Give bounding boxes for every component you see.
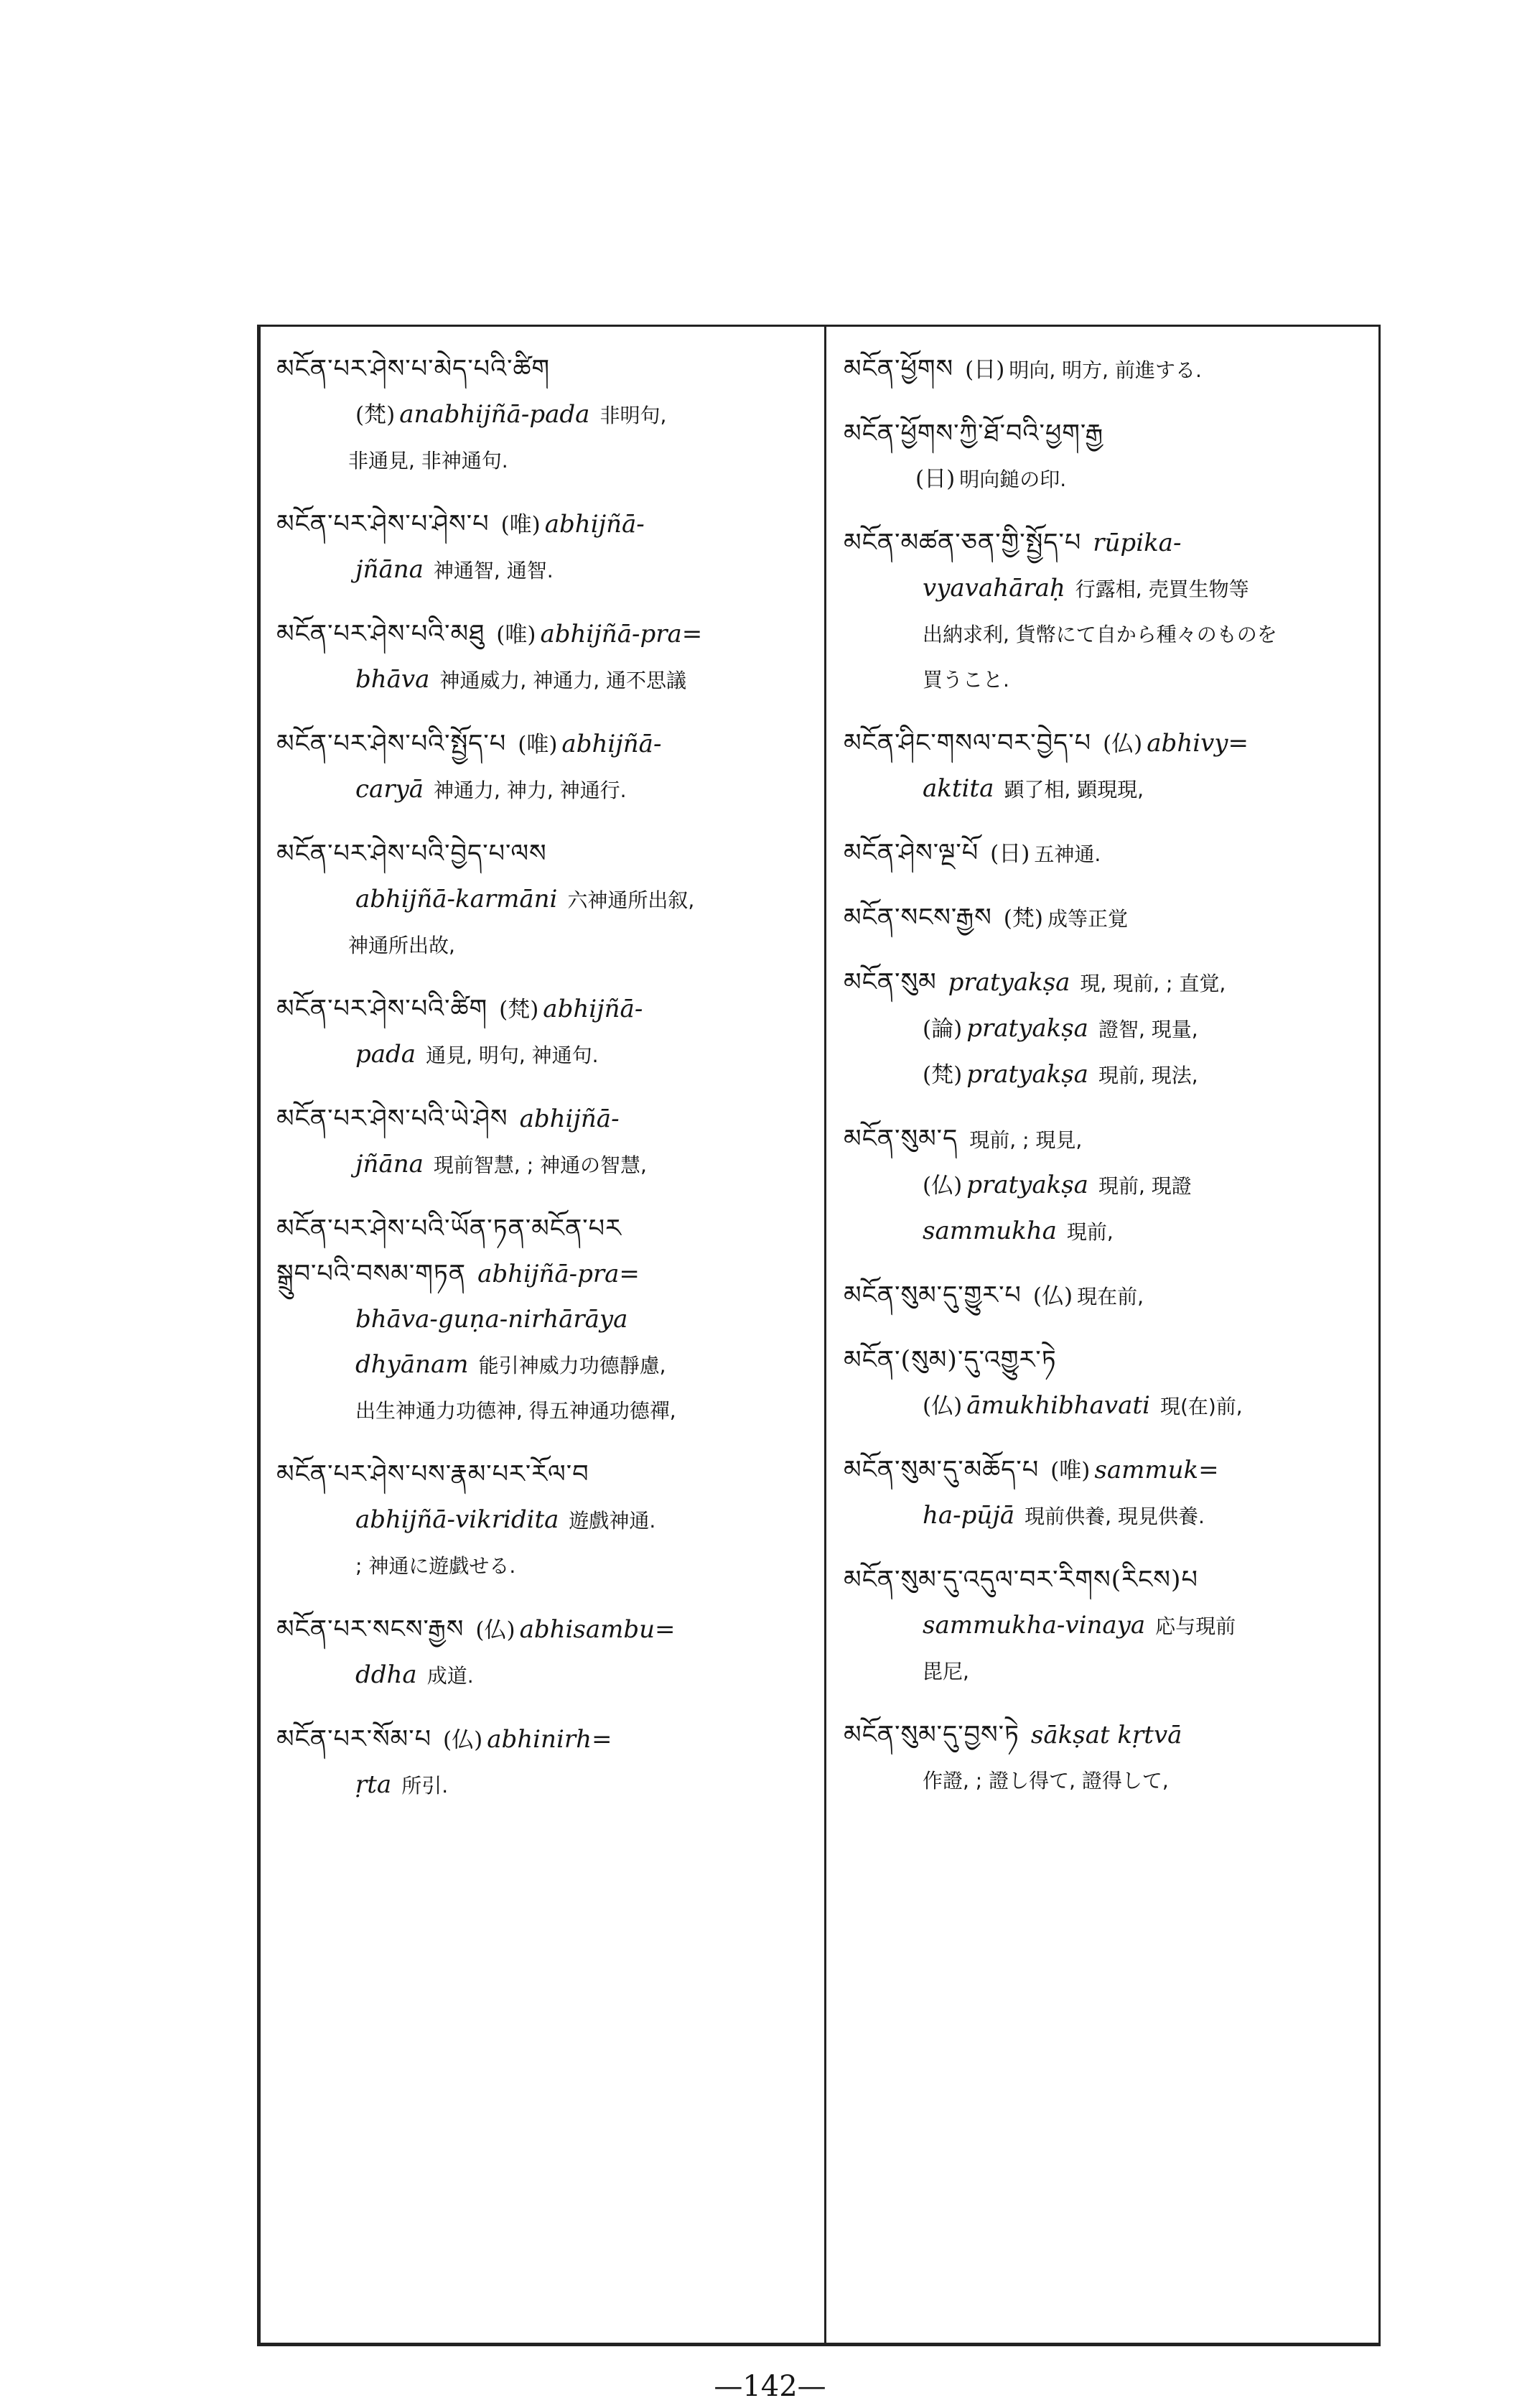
entry-line xyxy=(276,1607,808,1653)
dictionary-entry xyxy=(276,722,808,813)
source-tag: (日) xyxy=(965,357,1005,383)
sanskrit-term: ha-pūjā xyxy=(923,1501,1015,1530)
entry-line xyxy=(276,767,808,813)
source-tag: (仏) xyxy=(475,1617,515,1643)
entry-line xyxy=(276,987,808,1032)
entry-line xyxy=(844,1493,1375,1539)
left-column xyxy=(276,347,808,2328)
sanskrit-term: abhisambu= xyxy=(519,1615,676,1644)
entry-line xyxy=(844,1558,1375,1603)
dictionary-entry xyxy=(276,832,808,968)
sanskrit-term: jñāna xyxy=(355,555,424,584)
entry-line xyxy=(844,521,1375,566)
entry-line xyxy=(844,831,1375,877)
entry-line xyxy=(276,1032,808,1078)
source-tag: (論) xyxy=(923,1016,963,1042)
gloss-text: 六神通所出叙, xyxy=(567,888,695,912)
tibetan-headword: མངོན་ཤེས་ལྔ་པོ xyxy=(844,839,979,868)
sanskrit-term: abhinirh= xyxy=(487,1725,612,1754)
tibetan-headword: མངོན་སུམ xyxy=(844,968,937,997)
sanskrit-term: caryā xyxy=(355,775,424,804)
gloss-text: 成等正覚 xyxy=(1047,907,1128,931)
sanskrit-term: abhijñā- xyxy=(561,730,662,758)
sanskrit-term: abhijñā-pra= xyxy=(477,1260,640,1288)
entry-line xyxy=(844,721,1375,766)
entry-line xyxy=(276,1142,808,1188)
entry-line xyxy=(844,1117,1375,1163)
sanskrit-term: abhijñā-karmāni xyxy=(355,885,558,914)
entry-line xyxy=(844,1713,1375,1758)
gloss-text: 神通力, 神力, 神通行. xyxy=(434,778,627,802)
sanskrit-term: ṛta xyxy=(355,1770,392,1799)
entry-line xyxy=(276,923,808,968)
tibetan-headword: མངོན་པར་ཤེས་པའི་བྱེད་པ་ལས xyxy=(276,840,547,868)
dictionary-entry xyxy=(844,960,1375,1098)
entry-line xyxy=(276,1252,808,1297)
sanskrit-term: sammukha-vinaya xyxy=(923,1611,1146,1640)
tibetan-headword: མངོན་པར་སོམ་པ xyxy=(276,1725,432,1754)
sanskrit-term: sammukha xyxy=(923,1217,1057,1245)
source-tag: (梵) xyxy=(1003,906,1043,931)
sanskrit-term: abhivy= xyxy=(1147,729,1249,758)
tibetan-headword: མངོན་པར་ཤེས་པ་ཤེས་པ xyxy=(276,510,490,539)
gloss-text: 現前智慧, ; 神通の智慧, xyxy=(433,1153,647,1177)
dictionary-entry xyxy=(844,1448,1375,1539)
right-column xyxy=(844,347,1375,2328)
gloss-text: 現前, 現證 xyxy=(1098,1174,1192,1198)
entry-line xyxy=(844,1448,1375,1493)
sanskrit-term: āmukhibhavati xyxy=(966,1391,1150,1420)
tibetan-headword: མངོན་མཚན་ཅན་གྱི་སྤྱོད་པ xyxy=(844,529,1082,557)
source-tag: (仏) xyxy=(1032,1283,1073,1309)
source-tag: (仏) xyxy=(923,1173,963,1199)
sanskrit-term: abhijñā- xyxy=(543,995,643,1023)
entry-line xyxy=(844,960,1375,1006)
source-tag: (梵) xyxy=(355,402,396,428)
entry-line xyxy=(844,1163,1375,1209)
tibetan-headword: མངོན་ཕྱོགས xyxy=(844,355,954,384)
dictionary-entry xyxy=(844,1273,1375,1319)
gloss-text: 非通見, 非神通句. xyxy=(348,449,508,473)
page-number: —142— xyxy=(714,2370,826,2403)
entry-line xyxy=(276,1653,808,1698)
dictionary-entry xyxy=(844,1713,1375,1803)
tibetan-headword: མངོན་སངས་རྒྱས xyxy=(844,903,992,932)
entry-line xyxy=(844,657,1375,702)
gloss-text: 現, 現前, ; 直覚, xyxy=(1080,972,1226,995)
tibetan-headword: མངོན་སུམ་དུ་འདུལ་བར་རིགས(རིངས)པ xyxy=(844,1566,1198,1594)
dictionary-entry xyxy=(276,1717,808,1808)
gloss-text: 出納求利, 貨幣にて自から種々のものを xyxy=(923,623,1277,646)
entry-line xyxy=(844,566,1375,612)
entry-line xyxy=(844,1273,1375,1319)
dictionary-entry xyxy=(276,1452,808,1589)
entry-line xyxy=(276,1452,808,1497)
entry-line xyxy=(276,547,808,593)
entry-line xyxy=(276,392,808,438)
dictionary-entry xyxy=(844,896,1375,942)
gloss-text: 現前供養, 現見供養. xyxy=(1025,1505,1205,1528)
gloss-text: 応与現前 xyxy=(1155,1614,1236,1638)
entry-line xyxy=(844,457,1375,502)
entry-line xyxy=(276,1297,808,1342)
entry-line xyxy=(844,412,1375,457)
dictionary-entry xyxy=(276,1607,808,1698)
sanskrit-term: rūpika- xyxy=(1093,529,1182,557)
sanskrit-term: dhyānam xyxy=(355,1350,469,1379)
dictionary-entry xyxy=(276,1207,808,1433)
dictionary-entry xyxy=(844,721,1375,812)
tibetan-headword: མངོན་སུམ་དུ་མཆོད་པ xyxy=(844,1456,1040,1484)
entry-line xyxy=(276,832,808,877)
dictionary-entry xyxy=(844,412,1375,502)
entry-line xyxy=(844,1006,1375,1052)
entry-line xyxy=(276,877,808,923)
column-divider xyxy=(824,327,826,2343)
entry-line xyxy=(276,1762,808,1808)
tibetan-headword: མངོན་སུམ་དུ་གྱུར་པ xyxy=(844,1281,1022,1310)
tibetan-headword: མངོན་པར་ཤེས་པའི་ཡོན་ཏན་མངོན་པར xyxy=(276,1214,622,1243)
sanskrit-term: ddha xyxy=(355,1660,417,1689)
entry-line xyxy=(844,1603,1375,1649)
tibetan-headword: སྒྲུབ་པའི་བསམ་གཏན xyxy=(276,1260,467,1288)
entry-line xyxy=(276,1497,808,1543)
tibetan-headword: མངོན་པར་ཤེས་པའི་སྤྱོད་པ xyxy=(276,730,507,758)
tibetan-headword: མངོན་པར་ཤེས་པའི་ཚིག xyxy=(276,995,488,1023)
source-tag: (日) xyxy=(915,466,956,492)
gloss-text: 遊戲神通. xyxy=(569,1509,656,1533)
dictionary-entry xyxy=(844,347,1375,393)
sanskrit-term: abhijñā- xyxy=(519,1105,620,1133)
entry-line xyxy=(844,612,1375,657)
entry-line xyxy=(276,1717,808,1762)
gloss-text: 五神通. xyxy=(1034,842,1101,866)
gloss-text: 神通威力, 神通力, 通不思議 xyxy=(439,669,687,692)
tibetan-headword: མངོན་པར་སངས་རྒྱས xyxy=(276,1615,465,1644)
gloss-text: 證智, 現量, xyxy=(1098,1018,1198,1041)
entry-line xyxy=(844,1649,1375,1694)
source-tag: (唯) xyxy=(500,512,541,538)
tibetan-headword: མངོན་ཕྱོགས་ཀྱི་ཐོ་བའི་ཕྱག་རྒྱ xyxy=(844,419,1104,448)
sanskrit-term: sākṣat kṛtvā xyxy=(1030,1721,1182,1749)
entry-line xyxy=(276,1097,808,1142)
tibetan-headword: མངོན་པར་ཤེས་པ་མེད་པའི་ཚིག xyxy=(276,355,551,384)
entry-line xyxy=(844,1758,1375,1803)
gloss-text: 顕了相, 顕現現, xyxy=(1004,778,1144,801)
source-tag: (梵) xyxy=(923,1062,963,1088)
sanskrit-term: pratyakṣa xyxy=(966,1060,1088,1089)
dictionary-entry xyxy=(844,521,1375,702)
gloss-text: 作證, ; 證し得て, 證得して, xyxy=(923,1769,1169,1793)
source-tag: (仏) xyxy=(923,1393,963,1419)
gloss-text: 明向, 明方, 前進する. xyxy=(1009,358,1202,382)
entry-line xyxy=(276,1342,808,1388)
gloss-text: 現在前, xyxy=(1077,1285,1144,1309)
entry-line xyxy=(844,1052,1375,1098)
entry-line xyxy=(844,766,1375,812)
tibetan-headword: མངོན་སུམ་ད xyxy=(844,1125,958,1153)
sanskrit-term: vyavahāraḥ xyxy=(923,574,1065,603)
gloss-text: 成道. xyxy=(426,1664,474,1688)
gloss-text: 現前, xyxy=(1066,1220,1114,1244)
dictionary-entry xyxy=(276,502,808,593)
entry-line xyxy=(276,612,808,657)
sanskrit-term: pratyakṣa xyxy=(948,968,1070,997)
gloss-text: ; 神通に遊戯せる. xyxy=(355,1554,516,1578)
tibetan-headword: མངོན་སུམ་དུ་བྱས་ཏེ xyxy=(844,1721,1019,1749)
source-tag: (日) xyxy=(990,841,1030,867)
gloss-text: 所引. xyxy=(401,1774,449,1798)
tibetan-headword: མངོན་པར་ཤེས་པའི་ཡེ་ཤེས xyxy=(276,1105,508,1133)
entry-line xyxy=(844,1209,1375,1255)
gloss-text: 現(在)前, xyxy=(1159,1395,1243,1418)
entry-line xyxy=(844,896,1375,942)
gloss-text: 神通智, 通智. xyxy=(433,559,554,582)
sanskrit-term: pratyakṣa xyxy=(966,1171,1088,1199)
sanskrit-term: sammuk= xyxy=(1094,1456,1219,1484)
entry-line xyxy=(276,657,808,703)
entry-line xyxy=(276,347,808,392)
dictionary-frame xyxy=(257,325,1381,2346)
dictionary-entry xyxy=(276,612,808,703)
sanskrit-term: pada xyxy=(355,1040,416,1069)
entry-line xyxy=(276,502,808,547)
dictionary-entry xyxy=(276,987,808,1078)
gloss-text: 行露相, 売買生物等 xyxy=(1075,577,1249,601)
gloss-text: 非明句, xyxy=(599,404,667,427)
dictionary-entry xyxy=(844,1338,1375,1429)
tibetan-headword: མངོན་པར་ཤེས་པས་རྣམ་པར་རོལ་བ xyxy=(276,1460,589,1489)
entry-line xyxy=(276,1388,808,1433)
sanskrit-term: pratyakṣa xyxy=(966,1014,1088,1043)
entry-line xyxy=(844,1383,1375,1429)
entry-line xyxy=(276,1543,808,1589)
dictionary-entry xyxy=(844,831,1375,877)
dictionary-entry xyxy=(844,1558,1375,1694)
sanskrit-term: bhāva xyxy=(355,665,430,694)
entry-line xyxy=(276,438,808,483)
sanskrit-term: abhijñā-vikridita xyxy=(355,1505,559,1534)
gloss-text: 能引神威力功德靜慮, xyxy=(478,1354,666,1377)
gloss-text: 現前, ; 現見, xyxy=(969,1128,1083,1152)
dictionary-entry xyxy=(276,1097,808,1188)
sanskrit-term: bhāva-guṇa-nirhārāya xyxy=(355,1305,628,1334)
dictionary-entry xyxy=(844,1117,1375,1255)
gloss-text: 毘尼, xyxy=(923,1660,969,1683)
source-tag: (唯) xyxy=(496,622,536,648)
tibetan-headword: མངོན་(སུམ)་དུ་འགྱུར་ཏེ xyxy=(844,1346,1057,1375)
entry-line xyxy=(276,1207,808,1252)
entry-line xyxy=(276,722,808,767)
gloss-text: 神通所出故, xyxy=(348,934,455,957)
source-tag: (仏) xyxy=(1103,731,1143,757)
source-tag: (唯) xyxy=(1050,1458,1091,1484)
sanskrit-term: aktita xyxy=(923,774,994,803)
sanskrit-term: anabhijñā-pada xyxy=(399,400,590,429)
dictionary-entry xyxy=(276,347,808,483)
gloss-text: 明向鎚の印. xyxy=(959,468,1067,491)
gloss-text: 現前, 現法, xyxy=(1098,1064,1198,1087)
gloss-text: 出生神通力功德神, 得五神通功德禪, xyxy=(355,1399,676,1423)
source-tag: (唯) xyxy=(518,732,558,758)
sanskrit-term: abhijñā- xyxy=(544,510,645,539)
gloss-text: 通見, 明句, 神通句. xyxy=(426,1044,599,1067)
source-tag: (梵) xyxy=(499,997,539,1023)
gloss-text: 買うこと. xyxy=(923,668,1009,692)
tibetan-headword: མངོན་ཤིང་གསལ་བར་བྱེད་པ xyxy=(844,729,1092,758)
entry-line xyxy=(844,347,1375,393)
sanskrit-term: jñāna xyxy=(355,1150,424,1179)
source-tag: (仏) xyxy=(443,1727,483,1753)
entry-line xyxy=(844,1338,1375,1383)
sanskrit-term: abhijñā-pra= xyxy=(540,620,703,649)
tibetan-headword: མངོན་པར་ཤེས་པའི་མཐུ xyxy=(276,620,485,649)
